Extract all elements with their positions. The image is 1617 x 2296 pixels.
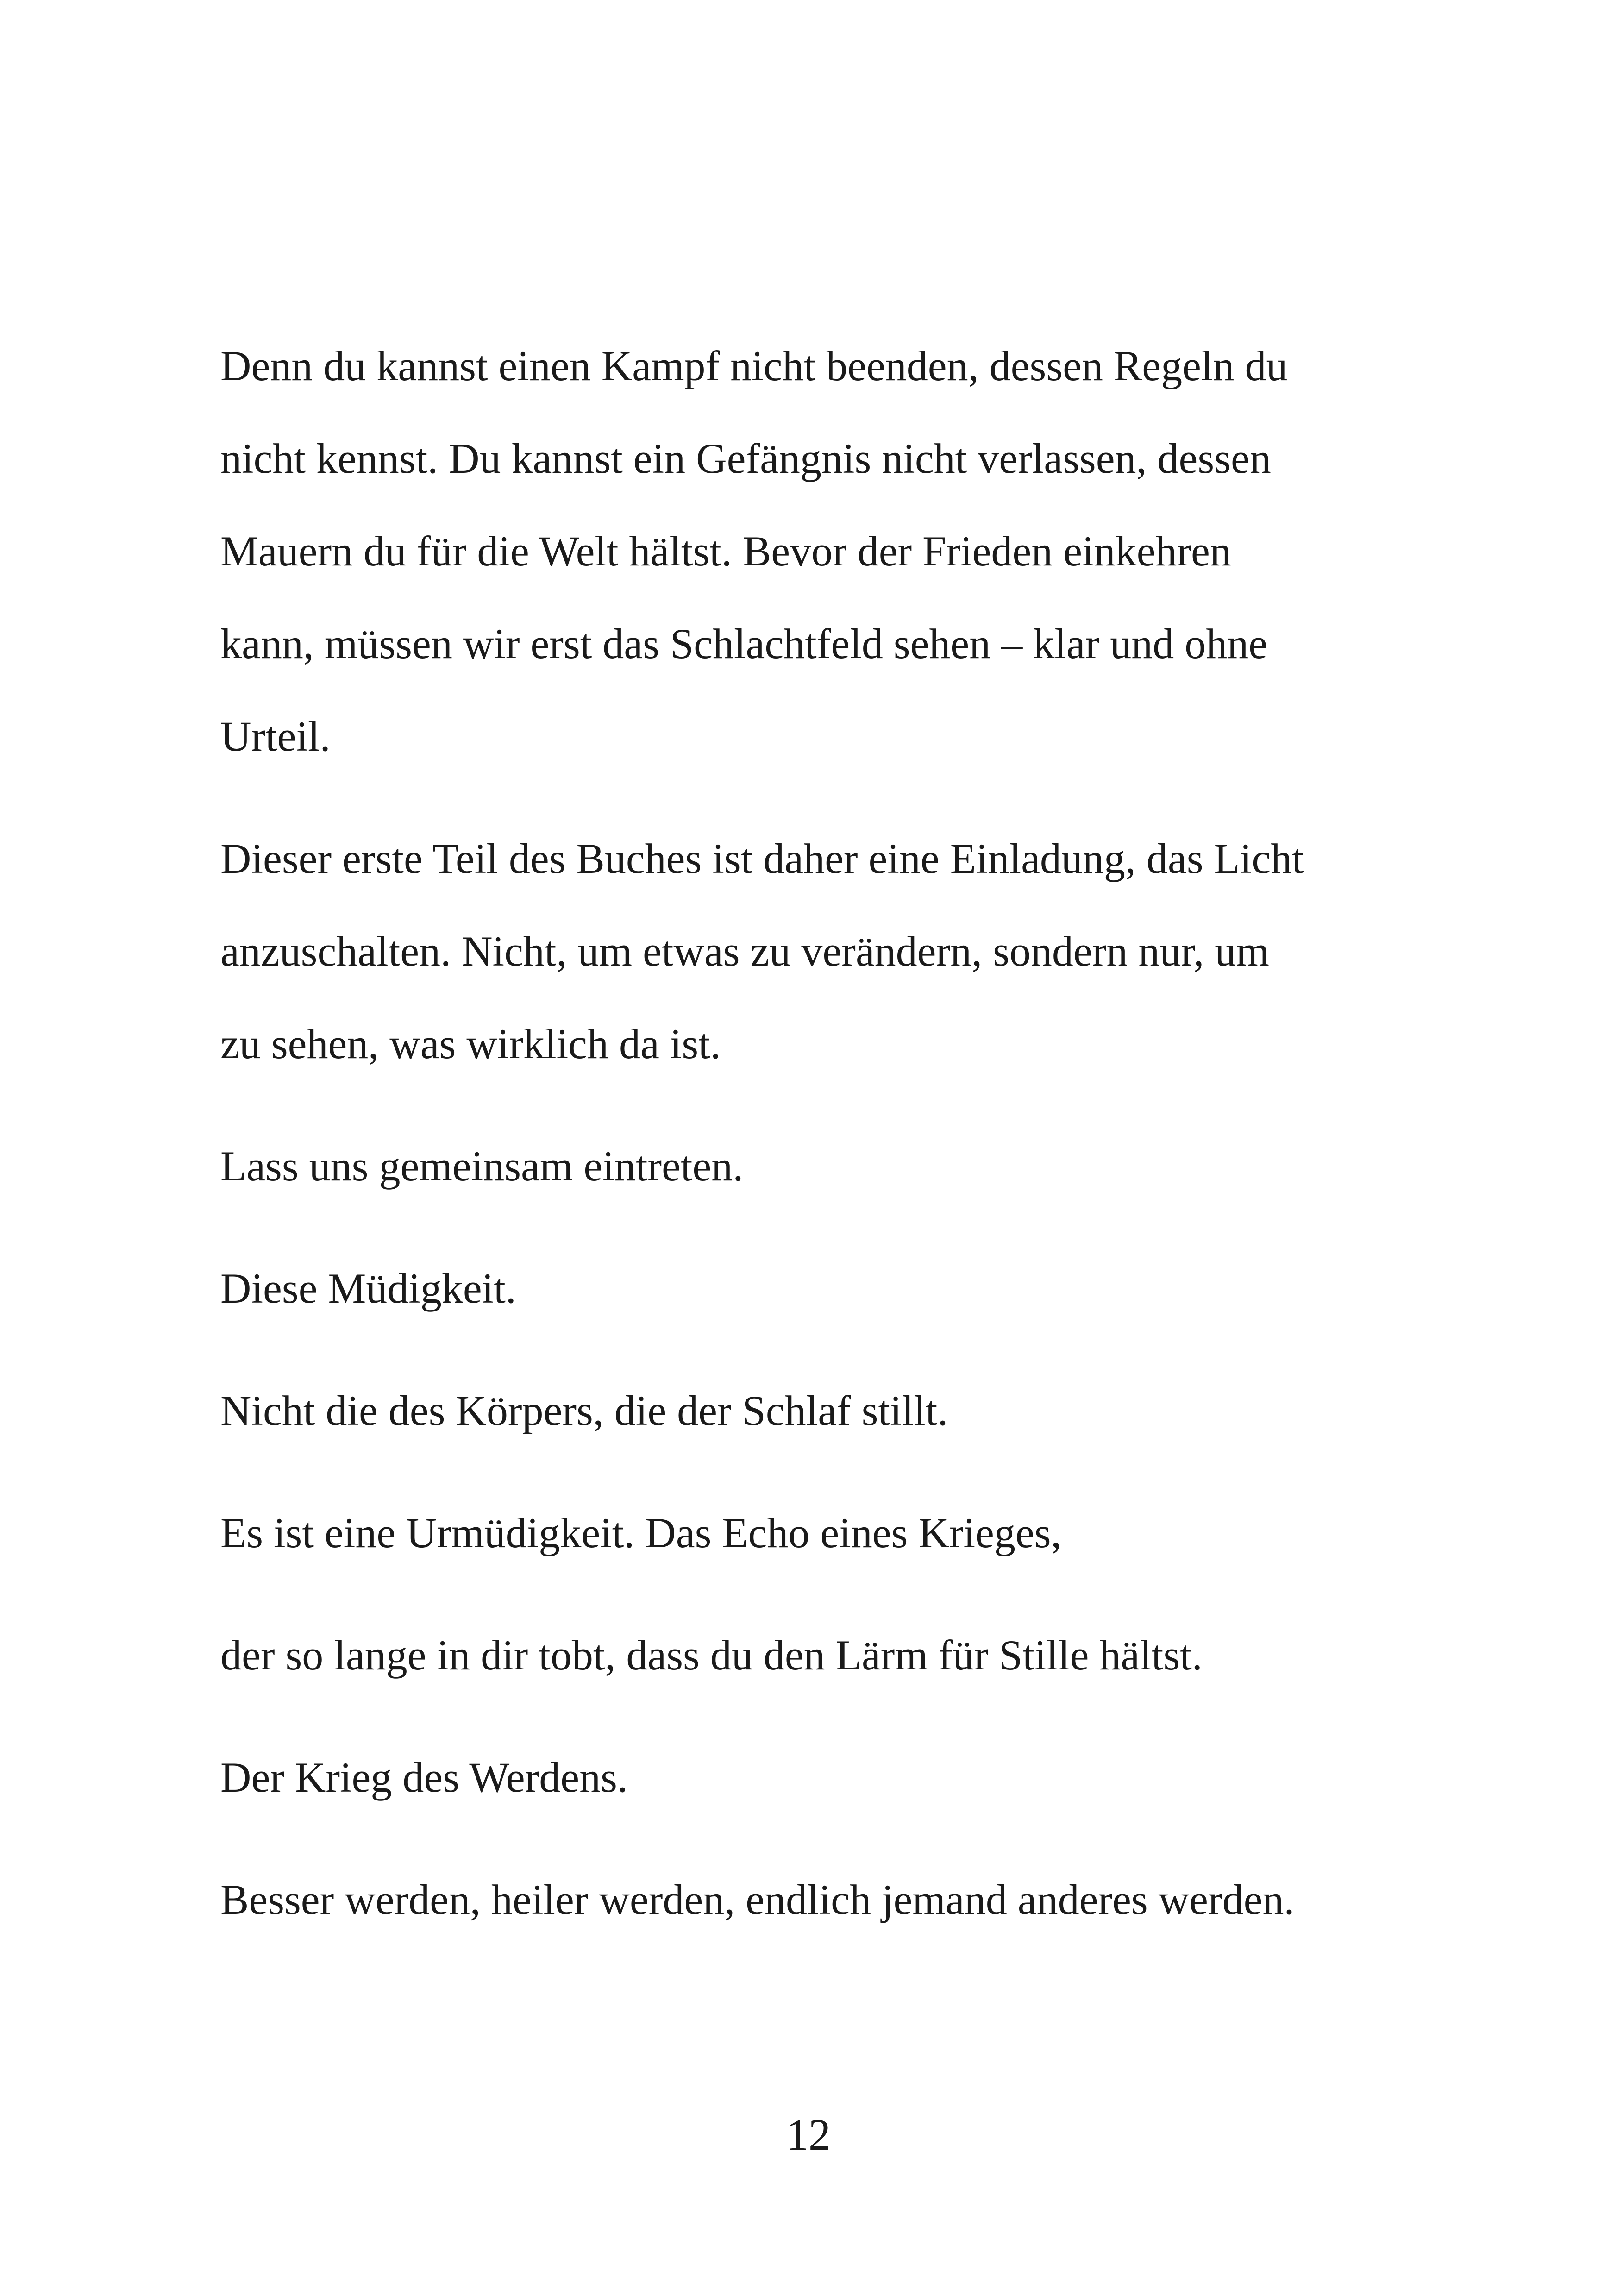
text-line: Mauern du für die Welt hältst. Bevor der Frieden einkehren xyxy=(220,527,1231,575)
paragraph-5 xyxy=(220,1364,1406,1457)
text-line: nicht kennst. Du kannst ein Gefängnis nicht verlassen, dessen xyxy=(220,435,1271,482)
text-line: Denn du kannst einen Kampf nicht beenden, dessen Regeln du xyxy=(220,342,1288,389)
text-line: Der Krieg des Werdens. xyxy=(220,1754,628,1801)
paragraph-1 xyxy=(220,320,1406,783)
paragraph-7 xyxy=(220,1609,1406,1701)
text-line: zu sehen, was wirklich da ist. xyxy=(220,1020,721,1067)
text-line: Dieser erste Teil des Buches ist daher eine Einladung, das Licht xyxy=(220,835,1304,882)
text-line: Nicht die des Körpers, die der Schlaf stillt. xyxy=(220,1387,948,1434)
text-line: Es ist eine Urmüdigkeit. Das Echo eines Krieges, xyxy=(220,1509,1062,1556)
page-number: 12 xyxy=(786,2110,831,2159)
text-line: Lass uns gemeinsam eintreten. xyxy=(220,1142,744,1190)
paragraph-9 xyxy=(220,1853,1406,1946)
paragraph-2 xyxy=(220,812,1406,1090)
text-line: kann, müssen wir erst das Schlachtfeld sehen – klar und ohne xyxy=(220,620,1268,667)
paragraph-4 xyxy=(220,1242,1406,1335)
body-text xyxy=(220,320,1406,1976)
paragraph-3 xyxy=(220,1120,1406,1212)
text-line: der so lange in dir tobt, dass du den Lärm für Stille hältst. xyxy=(220,1631,1203,1679)
text-line: Besser werden, heiler werden, endlich jemand anderes werden. xyxy=(220,1876,1295,1923)
paragraph-8 xyxy=(220,1731,1406,1824)
text-line: Urteil. xyxy=(220,713,331,760)
paragraph-6 xyxy=(220,1487,1406,1579)
text-line: Diese Müdigkeit. xyxy=(220,1265,516,1312)
text-line: anzuschalten. Nicht, um etwas zu verändern, sondern nur, um xyxy=(220,928,1269,975)
